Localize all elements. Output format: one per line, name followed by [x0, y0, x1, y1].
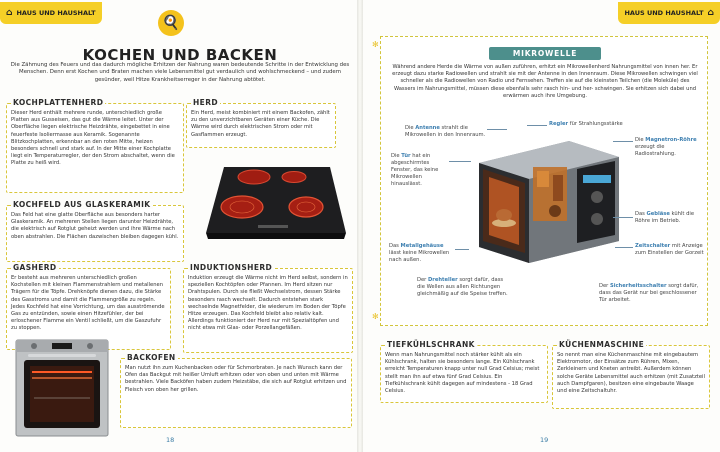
mikrowelle-panel — [380, 36, 708, 326]
box-text: Dieser Herd enthält mehrere runde, unterschiedlich große Platten aus Gusseisen, das gut die Wärme leitet. Unter der Oberfläche liegen elektrische Heizdrähte, eingebettet in eine feuerfeste Isoliermasse aus Keramik. Sogenannte Blitzkochplatten, erkennbar an den roten Mitte, heizen besonders schnell und stark auf. In der Mitte einer Kochplatte liegt ein Temperaturregler, der den Strom abschaltet, wenn die Platte zu heiß wird. — [11, 110, 175, 167]
section-tab-label: HAUS UND HAUSHALT — [16, 9, 96, 17]
stove-image — [198, 163, 348, 241]
annotation-sicherheitsschalter: Der Sicherheitsschalter sorgt dafür, dass das Gerät nur bei geschlossener Tür arbeitet. — [599, 283, 699, 303]
annotation-metallgehaeuse: Das Metallgehäuse lässt keine Mikrowellen nach außen. — [389, 243, 450, 263]
box-heading: BACKOFEN — [127, 353, 176, 362]
term-tuer: Tür — [401, 153, 411, 159]
left-page — [0, 0, 358, 452]
box-kuechenmaschine — [552, 340, 710, 409]
term-metallgehaeuse: Metallgehäuse — [400, 243, 444, 249]
section-tab — [618, 2, 720, 24]
mikrowelle-intro: Während andere Herde die Wärme von außen zuführen, erhitzt ein Mikrowellenherd Nahrungsmittel von innen her. Er erzeugt dazu starke Radiowellen und strahlt sie mit der Antenne in den Innenraum. Diese Mikrowellen schwingen viel schneller als die Radiowellen von Radio und Fernsehen. Treffen sie auf die kleinsten Teilchen (die Moleküle) des Wassers im Nahrungsmittel, müssen diese ebenfalls sehr rasch hin- und her- schwingen. Sie erhitzen sich dabei und erwärmen auch ihre Umgebung. — [392, 64, 698, 99]
pointer-line — [487, 129, 507, 130]
box-tiefkuehl — [380, 340, 548, 403]
box-heading: KOCHPLATTENHERD — [13, 98, 104, 107]
box-text: So nennt man eine Küchenmaschine mit eingebautem Elektromotor, der Einsätze zum Rühren, Mixen, Zerkleinern und Kneten antreibt. Außerdem können solche Geräte Lebensmittel auch erhitzen (mit Zusatzteil auch Dampfgaren), besitzen eine eingebaute Waage und eine Zeitschaltuhr. — [557, 352, 705, 395]
house-icon: ⌂ — [6, 8, 13, 18]
box-heading: GASHERD — [13, 263, 57, 272]
box-backofen — [120, 353, 352, 428]
page-number: 19 — [540, 436, 549, 444]
box-heading: INDUKTIONSHERD — [190, 263, 273, 272]
term-sicherheitsschalter: Sicherheitsschalter — [609, 283, 667, 289]
chef-hat-icon: 🍳 — [158, 10, 184, 36]
annotation-tuer: Die Tür hat ein abgeschirmtes Fenster, das keine Mikrowellen hinauslässt. — [391, 153, 439, 187]
box-text: Induktion erzeugt die Wärme nicht im Herd selbst, sondern in speziellen Kochtöpfen oder Pfannen. Im Herd sitzen nur Drahtspulen. Durch sie fließt Wechselstrom, dessen Stärke besonders rasch wechselt. Dadurch entstehen stark wechselnde Magnetfelder, die wiederum im Boden der Töpfe Hitze erzeugen. Das Kochfeld bleibt also relativ kalt. Allerdings funktioniert der Herd nur mit Spezialtöpfen und nicht etwa mit Glas- oder Porzellangefäßen. — [188, 275, 348, 332]
annotation-antenne: Die Antenne strahlt die Mikrowellen in den Innenraum. — [405, 125, 486, 138]
page-number: 18 — [166, 436, 175, 444]
annotation-zeitschalter: Zeitschalter mit Anzeige zum Einstellen der Gorzeit — [635, 243, 704, 256]
annotation-geblaese: Das Gebläse kühlt die Röhre im Betrieb. — [635, 211, 695, 224]
box-heading: TIEFKÜHLSCHRANK — [387, 340, 475, 349]
box-herd — [186, 98, 336, 148]
box-text: Wenn man Nahrungsmittel noch stärker kühlt als ein Kühlschrank, halten sie besonders lange. Ein Kühlschrank erreicht Temperaturen knapp unter null Grad Celsius; meist stellt man ihn auf etwa fünf Grad Celsius. Ein Tiefkühlschrank kühlt dagegen auf mindestens - 18 Grad Celsius. — [385, 352, 540, 395]
box-kochplattenherd — [6, 98, 184, 193]
pointer-line — [613, 217, 633, 218]
annotation-magnetron: Die Magnetron-Röhre erzeugt die Radiostrahlung. — [635, 137, 697, 157]
box-heading: KÜCHENMASCHINE — [559, 340, 645, 349]
box-kochfeld — [6, 200, 184, 262]
term-magnetron: Magnetron-Röhre — [645, 137, 697, 143]
annotation-drehteller: Der Drehteller sorgt dafür, dass die Wellen aus allen Richtungen gleichmäßig auf die Speise treffen. — [417, 277, 508, 297]
section-tab-label: HAUS UND HAUSHALT — [624, 9, 704, 17]
term-zeitschalter: Zeitschalter — [635, 243, 671, 249]
box-heading: KOCHFELD AUS GLASKERAMIK — [13, 200, 151, 209]
right-page — [362, 0, 720, 452]
page-title: KOCHEN UND BACKEN — [82, 46, 278, 64]
box-text: Er besteht aus mehreren unterschiedlich großen Kochstellen mit kleinen Flammenstrahlern und metallenen Trägern für die Töpfe. Drehknöpfe dienen dazu, die Stärke des Gasstroms und damit die Flammengröße zu regeln. Jedes Kochfeld hat eine Vorrichtung, um das ausströmende Gas zu entzünden, sowie einen Hitzefühler, der bei erloschener Flamme ein Ventil schließt, um die Gaszufuhr zu stoppen. — [11, 275, 165, 332]
intro-text: Die Zähmung des Feuers und das dadurch mögliche Erhitzen der Nahrung waren bedeutende Schritte in der Entwicklung des Menschen. Denn erst Kochen und Braten machen viele Lebensmittel gut verdaulich und wohlschmeckend – und zudem gesünder, weil Hitze Krankheitserreger in der Nahrung abtötet. — [10, 62, 350, 83]
microwave-image — [459, 123, 627, 273]
pointer-line — [615, 247, 633, 248]
box-text: Ein Herd, meist kombiniert mit einem Backofen, zählt zu den unverzichtbaren Geräten einer Küche. Die Wärme wird durch elektrischen Strom oder mit Gasflammen erzeugt. — [191, 110, 330, 138]
box-induktion — [183, 263, 353, 353]
box-text: Man nutzt ihn zum Kuchenbacken oder für Schmorbraten. Je nach Wunsch kann der Ofen das Backgut mit heißer Umluft erhitzen oder von oben und unten mit Wärme bestrahlen. Viele Backöfen haben zudem Heizstäbe, die sich auf Rotglut erhitzen und Fleisch von oben her grillen. — [125, 365, 347, 393]
section-tab — [0, 2, 102, 24]
house-icon: ⌂ — [707, 8, 714, 18]
box-text: Das Feld hat eine glatte Oberfläche aus besonders harter Glaskeramik. An mehreren Stellen liegen darunter Heizdrähte, die elektrisch auf Rotglut geheizt werden und ihre Wärme nach oben abstrahlen. Die Flächen dazwischen bleiben dagegen kühl. — [11, 212, 179, 240]
pointer-line — [527, 125, 547, 126]
term-geblaese: Gebläse — [646, 211, 670, 217]
annotation-regler: Regler für Strahlungsstärke — [549, 121, 623, 127]
term-drehteller: Drehteller — [427, 277, 458, 283]
snowflake-icon: ✻ — [372, 312, 379, 321]
pointer-line — [449, 161, 471, 162]
mikrowelle-title: MIKROWELLE — [489, 47, 601, 60]
oven-image — [12, 338, 112, 438]
term-regler: Regler — [549, 121, 569, 127]
box-heading: HERD — [193, 98, 219, 107]
term-antenne: Antenne — [415, 125, 440, 131]
snowflake-icon: ✻ — [372, 40, 379, 49]
pointer-line — [613, 141, 633, 142]
pointer-line — [455, 249, 469, 250]
